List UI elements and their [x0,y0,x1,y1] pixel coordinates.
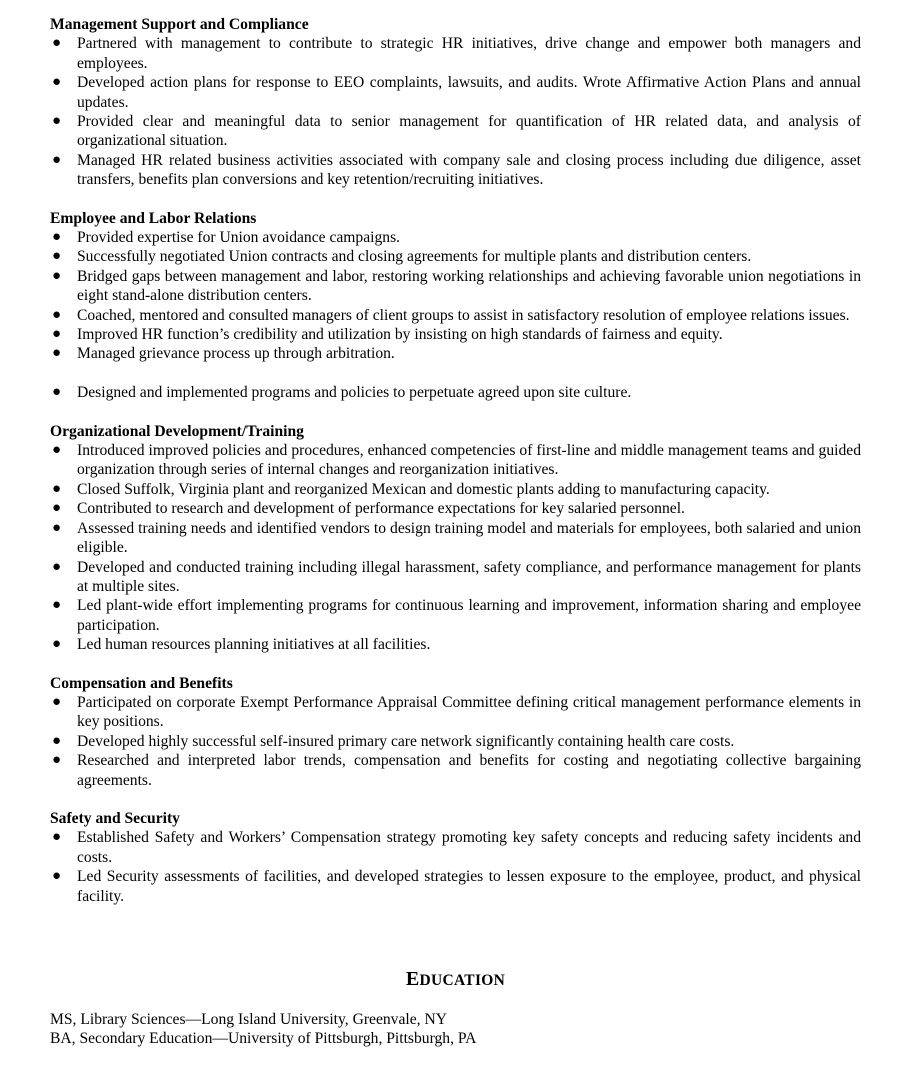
bullet-icon: ● [52,519,62,536]
list-item-text: Closed Suffolk, Virginia plant and reorganized Mexican and domestic plants adding to manufacturing capacity. [77,480,770,498]
section-title: Employee and Labor Relations [50,209,257,227]
list-item [50,73,861,112]
bullet-icon: ● [52,868,62,885]
bullet-list [50,34,861,189]
list-item-text: Designed and implemented programs and policies to perpetuate agreed upon site culture. [77,384,632,402]
list-item [50,867,861,906]
section-title: Organizational Development/Training [50,422,304,440]
list-item-text: Bridged gaps between management and labor, restoring working relationships and achieving favorable union negotiations in eight stand-alone distribution centers. [77,267,861,305]
education-heading-initial: E [405,968,420,990]
list-item [50,228,861,247]
bullet-icon: ● [52,752,62,769]
bullet-icon: ● [52,500,62,517]
list-item [50,732,861,751]
list-item [50,267,861,306]
section-organizational-development [50,422,861,655]
bullet-icon: ● [52,693,62,710]
education-heading-rest: DUCATION [419,972,506,989]
bullet-icon: ● [52,74,62,91]
list-item [50,558,861,597]
bullet-icon: ● [52,597,62,614]
list-item [50,596,861,635]
list-item [50,751,861,790]
list-item-text: Developed action plans for response to EEO complaints, lawsuits, and audits. Wrote Affirmative Action Plans and annual updates. [77,74,861,111]
bullet-icon: ● [52,829,62,846]
list-item-text: Introduced improved policies and procedures, enhanced competencies of first-line and middle management teams and guided organization through series of internal changes and reorganization initiatives. [77,442,861,479]
list-item [50,499,861,518]
section-employee-labor-relations [50,209,861,403]
education-entry: MS, Library Sciences—Long Island University, Greenvale, NY [50,1011,447,1028]
bullet-list [50,828,861,906]
list-item [50,112,861,151]
resume-document [50,15,861,906]
bullet-icon: ● [52,480,62,497]
bullet-icon: ● [52,384,62,401]
bullet-icon: ● [52,636,62,653]
bullet-icon: ● [52,558,62,575]
education-list [50,1010,861,1049]
bullet-icon: ● [52,248,62,265]
list-item [50,828,861,867]
bullet-list [50,441,861,654]
bullet-icon: ● [52,306,62,323]
section-title: Safety and Security [50,809,180,827]
bullet-icon: ● [52,113,62,130]
section-title: Management Support and Compliance [50,16,309,33]
education-heading [50,968,861,992]
list-item [50,441,861,480]
bullet-icon: ● [52,326,62,343]
education-entry: BA, Secondary Education—University of Pittsburgh, Pittsburgh, PA [50,1030,477,1048]
list-item [50,635,861,654]
list-item-text: Provided clear and meaningful data to senior management for quantification of HR related data, and analysis of organizational situation. [77,113,861,150]
bullet-icon: ● [52,442,62,459]
bullet-icon: ● [52,267,62,284]
bullet-list [50,693,861,790]
list-item-text: Developed and conducted training including illegal harassment, safety compliance, and performance management for plants at multiple sites. [77,558,861,595]
list-item [50,247,861,266]
list-item-text: Provided expertise for Union avoidance campaigns. [77,229,401,247]
list-item-text: Coached, mentored and consulted managers of client groups to assist in satisfactory resolution of employee relations issues. [77,306,850,324]
bullet-list [50,228,861,403]
list-item-text: Led human resources planning initiatives at all facilities. [77,636,431,654]
list-item [50,344,861,363]
list-item-text: Contributed to research and development of performance expectations for key salaried personnel. [77,500,685,518]
list-item-text: Developed highly successful self-insured primary care network significantly containing health care costs. [77,732,735,750]
list-item-text: Led plant-wide effort implementing programs for continuous learning and improvement, information sharing and employee participation. [77,597,861,634]
list-item-text: Led Security assessments of facilities, and developed strategies to lessen exposure to the employee, product, and physical facility. [77,868,861,905]
list-item [50,383,861,402]
section-title: Compensation and Benefits [50,674,233,692]
section-compensation-benefits [50,674,861,790]
list-item [50,480,861,499]
list-item [50,34,861,73]
section-management-support [50,15,861,190]
list-item [50,151,861,190]
list-item-text: Managed grievance process up through arbitration. [77,345,395,363]
bullet-icon: ● [52,151,62,168]
bullet-icon: ● [52,732,62,749]
list-item-text: Partnered with management to contribute to strategic HR initiatives, drive change and empower both managers and employees. [77,35,861,72]
list-item [50,693,861,732]
list-item [50,306,861,325]
list-item-text: Successfully negotiated Union contracts and closing agreements for multiple plants and distribution centers. [77,248,752,266]
list-item-text: Researched and interpreted labor trends, compensation and benefits for costing and negotiating collective bargaining agreements. [77,752,861,789]
bullet-icon: ● [52,229,62,246]
bullet-icon: ● [52,345,62,362]
list-item [50,519,861,558]
bullet-icon: ● [52,35,62,52]
list-item-text: Improved HR function’s credibility and utilization by insisting on high standards of fairness and equity. [77,326,723,344]
section-safety-security [50,809,861,906]
list-item-text: Assessed training needs and identified vendors to design training model and materials for employees, both salaried and union eligible. [77,519,861,557]
list-item-text: Established Safety and Workers’ Compensation strategy promoting key safety concepts and reducing safety incidents and costs. [77,829,861,866]
list-item [50,325,861,344]
list-item-text: Managed HR related business activities associated with company sale and closing process including due diligence, asset transfers, benefits plan conversions and key retention/recruiting initiatives. [77,151,861,189]
list-item-text: Participated on corporate Exempt Performance Appraisal Committee defining critical management performance elements in key positions. [77,693,861,731]
